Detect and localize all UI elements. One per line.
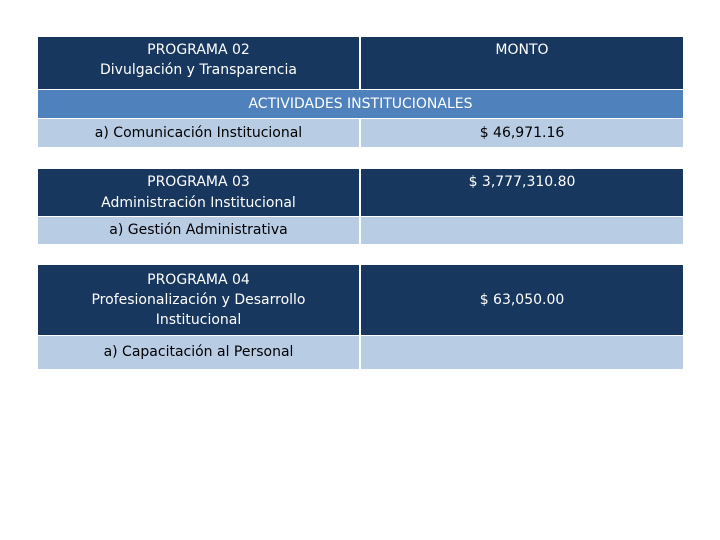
empty-amount-cell-capacitacion (361, 336, 683, 369)
activity-cell-comunicacion (38, 119, 359, 147)
activity-label: a) Gestión Administrativa (109, 222, 288, 239)
activity-cell-capacitacion (38, 336, 359, 369)
program-04-title-cell (38, 265, 359, 335)
amount-header: MONTO (495, 42, 549, 58)
program-03-label: PROGRAMA 03 (147, 174, 250, 191)
program-03-amount: $ 3,777,310.80 (468, 174, 576, 190)
activity-label: a) Capacitación al Personal (103, 344, 294, 361)
amount-header-cell (361, 37, 683, 89)
amount-value: $ 46,971.16 (479, 124, 565, 141)
activity-cell-gestion (38, 217, 359, 244)
program-03-title-cell (38, 169, 359, 216)
amount-cell-comunicacion (361, 119, 683, 147)
section-title: ACTIVIDADES INSTITUCIONALES (248, 95, 473, 112)
program-02-label: PROGRAMA 02 (147, 42, 250, 58)
program-04-name-line2: Institucional (155, 312, 242, 329)
program-04-amount-cell (361, 265, 683, 335)
program-04-label: PROGRAMA 04 (147, 271, 250, 288)
program-04-amount: $ 63,050.00 (479, 291, 565, 308)
empty-amount-cell-gestion (361, 217, 683, 244)
program-03-name: Administración Institucional (101, 194, 296, 211)
program-03-amount-cell (361, 169, 683, 216)
section-title-band (38, 90, 683, 118)
program-02-title-cell (38, 37, 359, 89)
program-02-name: Divulgación y Transparencia (100, 62, 297, 79)
activity-label: a) Comunicación Institucional (94, 124, 303, 141)
program-04-name-line1: Profesionalización y Desarrollo (91, 291, 306, 308)
